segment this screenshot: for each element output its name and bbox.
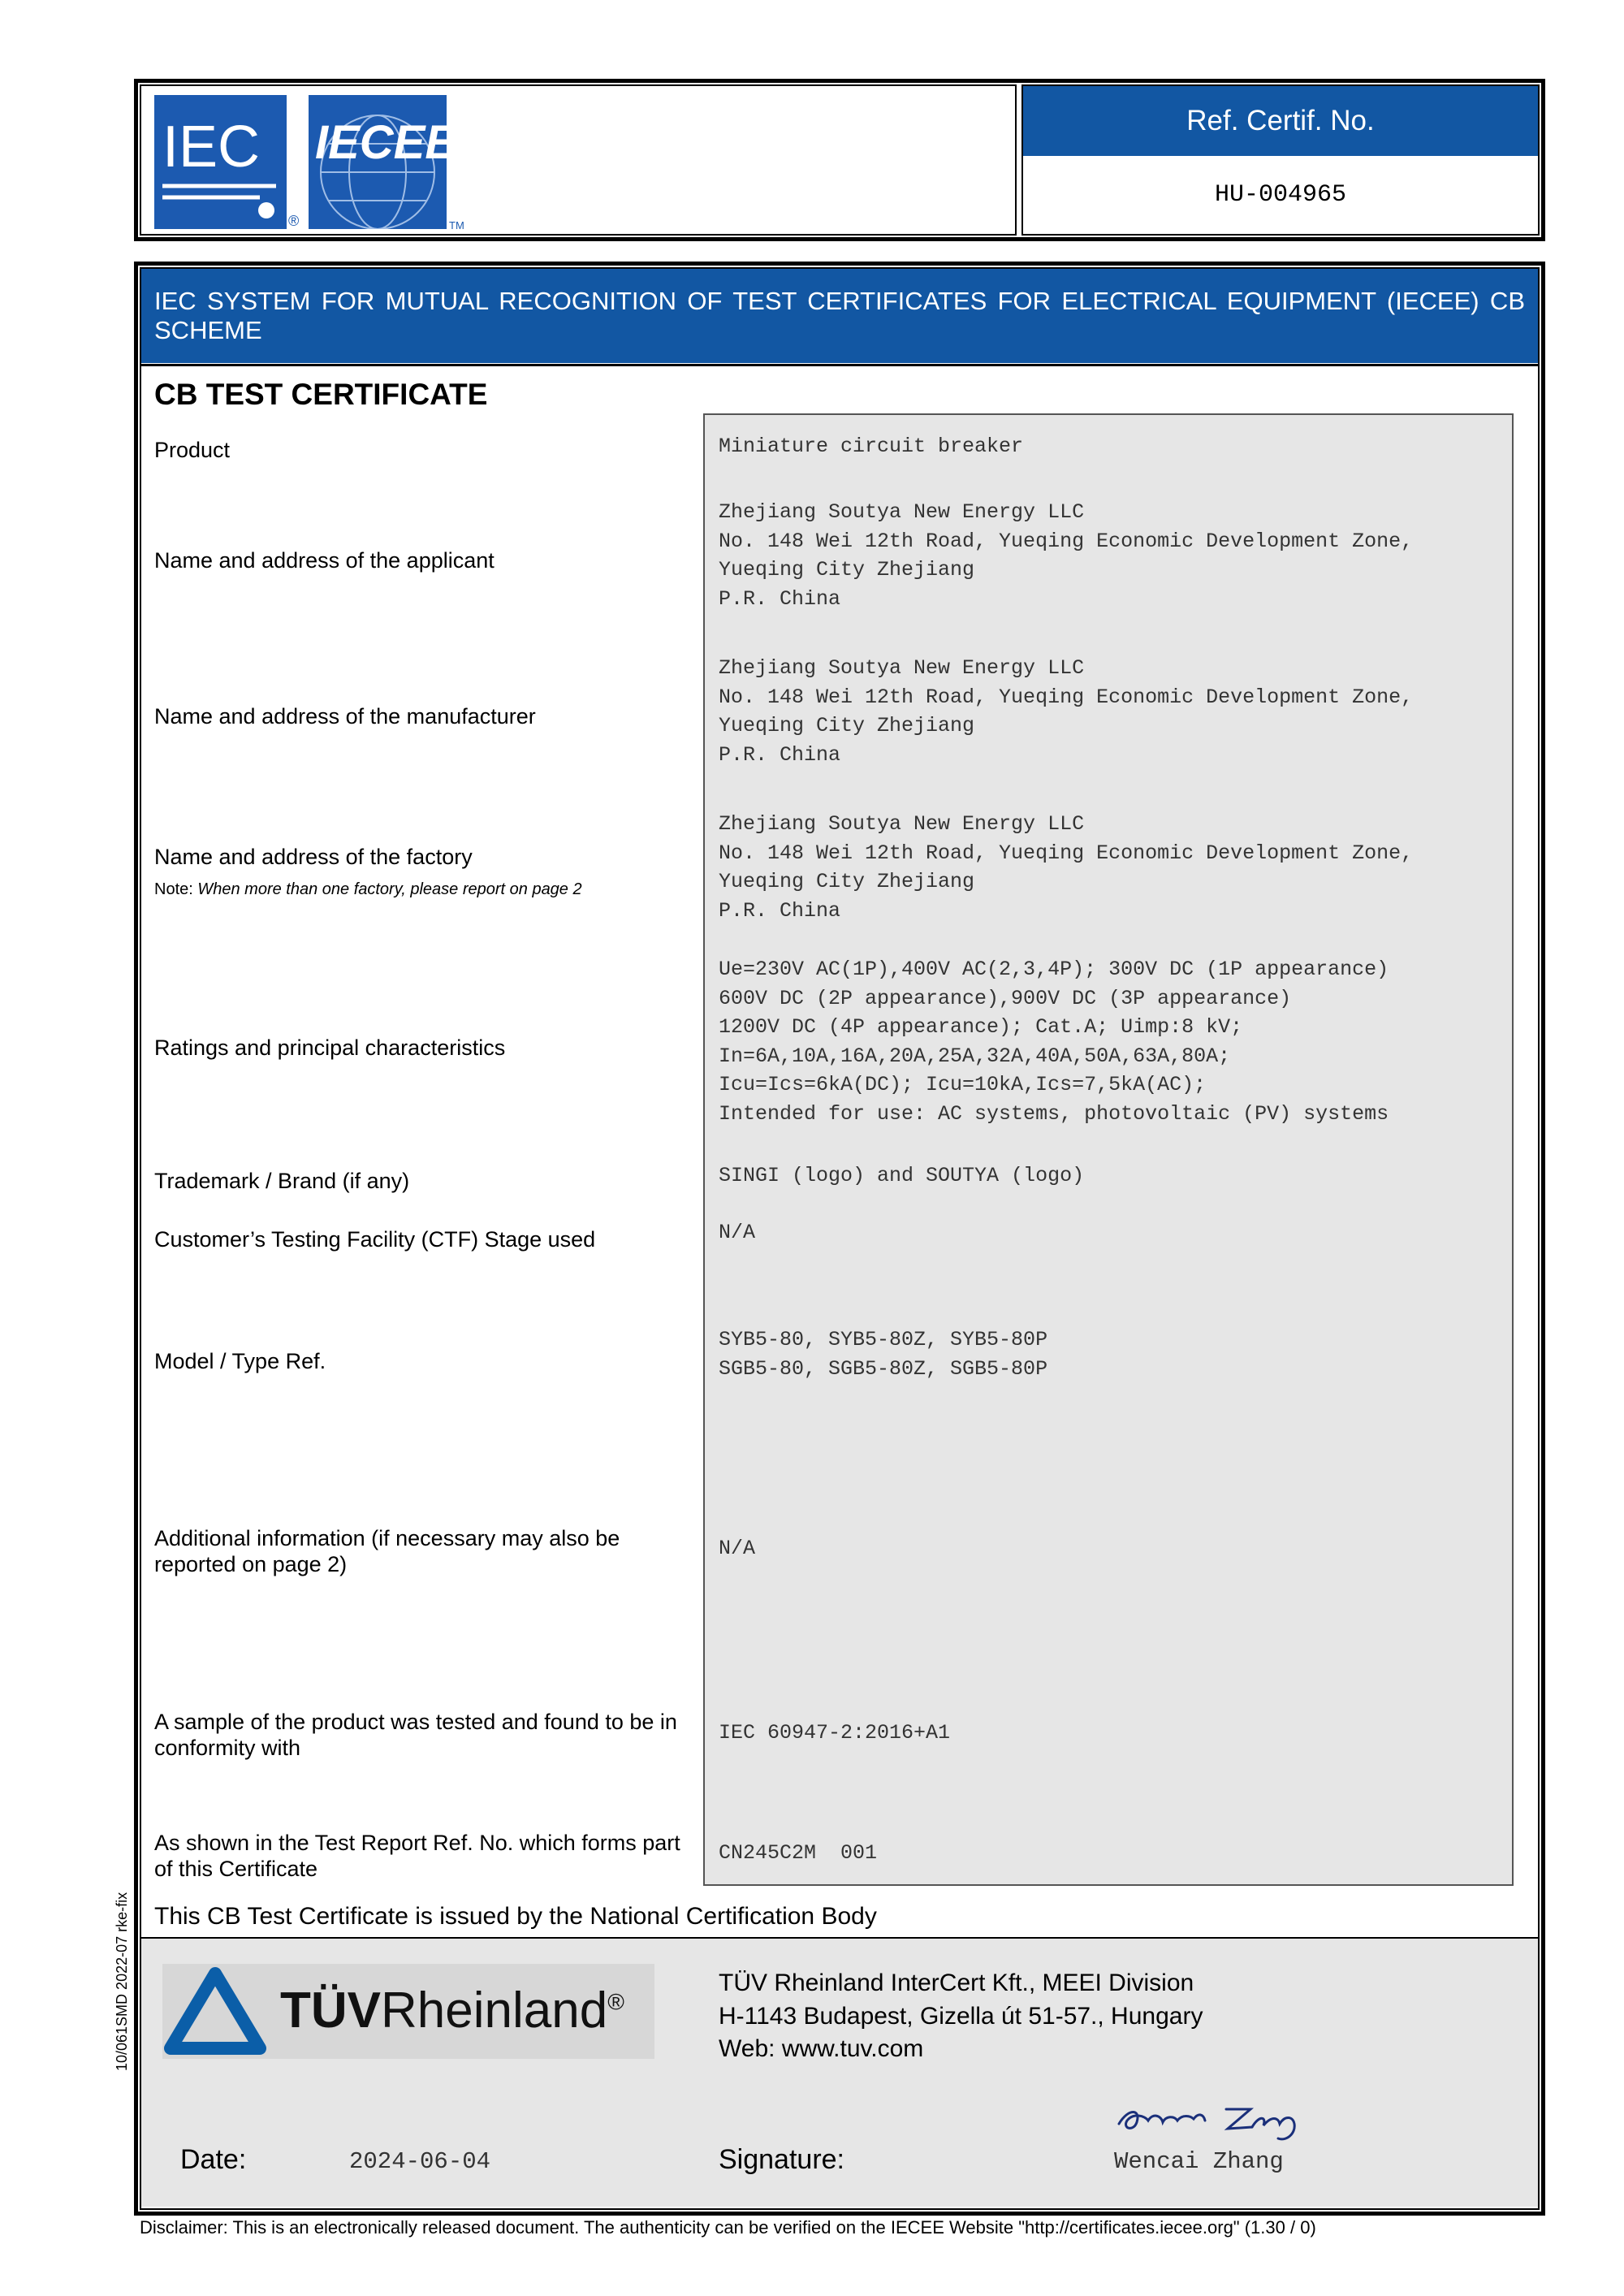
test-report-label: As shown in the Test Report Ref. No. which forms part of this Certificate <box>154 1831 680 1881</box>
scheme-banner: IEC SYSTEM FOR MUTUAL RECOGNITION OF TEST CERTIFICATES FOR ELECTRICAL EQUIPMENT (IECEE) CB SCHEME <box>141 269 1538 363</box>
ref-certif-title: Ref. Certif. No. <box>1023 86 1538 156</box>
disclaimer: Disclaimer: This is an electronically released document. The authenticity can be verified on the IECEE Website "http://certificates.iecee.org" (1.30 / 0) <box>140 2217 1316 2238</box>
conformity-label: A sample of the product was tested and found to be in conformity with <box>154 1710 677 1760</box>
trademark-mark: TM <box>449 219 464 231</box>
product-label: Product <box>154 438 231 462</box>
cb-name: TÜV Rheinland InterCert Kft., MEEI Division <box>719 1970 1194 1996</box>
applicant-value: Zhejiang Soutya New Energy LLC No. 148 Wei 12th Road, Yueqing Economic Development Zone, Yueqing City Zhejiang P.R. China <box>719 500 1414 611</box>
test-report-number: CN245C2M 001 <box>719 1841 878 1865</box>
field-values-box <box>703 413 1514 1886</box>
certificate-title: CB TEST CERTIFICATE <box>154 378 488 411</box>
ref-certif-number: HU-004965 <box>1214 181 1347 209</box>
factory-value: Zhejiang Soutya New Energy LLC No. 148 Wei 12th Road, Yueqing Economic Development Zone, Yueqing City Zhejiang P.R. China <box>719 812 1414 923</box>
signatory-name: Wencai Zhang <box>1114 2148 1284 2175</box>
handwritten-signature <box>1112 2091 1307 2148</box>
iecee-logo-text: IECEE <box>315 116 447 169</box>
ctf-value: N/A <box>719 1221 756 1244</box>
divider <box>141 364 1538 366</box>
issued-by-statement: This CB Test Certificate is issued by the National Certification Body <box>154 1903 877 1930</box>
cb-address: H-1143 Budapest, Gizella út 51-57., Hungary <box>719 2003 1203 2030</box>
factory-label: Name and address of the factory <box>154 845 473 869</box>
iec-logo <box>154 95 287 229</box>
signature-label: Signature: <box>719 2144 844 2175</box>
model-label: Model / Type Ref. <box>154 1349 326 1373</box>
cb-web: Web: www.tuv.com <box>719 2035 924 2062</box>
registered-mark: ® <box>288 213 300 229</box>
manufacturer-value: Zhejiang Soutya New Energy LLC No. 148 Wei 12th Road, Yueqing Economic Development Zone, Yueqing City Zhejiang P.R. China <box>719 656 1414 767</box>
ratings-label: Ratings and principal characteristics <box>154 1036 506 1060</box>
conformity-standard: IEC 60947-2:2016+A1 <box>719 1721 951 1745</box>
iecee-logo <box>309 95 447 229</box>
product-value: Miniature circuit breaker <box>719 435 1024 458</box>
iec-logo-text: IEC <box>162 115 261 179</box>
tuv-triangle-icon <box>162 1964 268 2059</box>
manufacturer-label: Name and address of the manufacturer <box>154 704 536 729</box>
ratings-value: Ue=230V AC(1P),400V AC(2,3,4P); 300V DC (1P appearance) 600V DC (2P appearance),900V DC (3P appearance) 1200V DC (4P appearance); Cat.A; Uimp:8 kV; In=6A,10A,16A,20A,25A,32A,40A,50A,63A,80A; Icu=Ics=6kA(DC); Icu=10kA,Ics=7,5kA(AC); Intended for use: AC systems, photovoltaic (PV) systems <box>719 958 1389 1126</box>
tuv-logo-text: TÜVRheinland® <box>280 1983 624 2039</box>
additional-info-label: Additional information (if necessary may also be reported on page 2) <box>154 1526 620 1576</box>
ctf-label: Customer’s Testing Facility (CTF) Stage used <box>154 1227 596 1252</box>
factory-note: Note: When more than one factory, please report on page 2 <box>154 880 582 898</box>
date-value: 2024-06-04 <box>349 2148 491 2175</box>
model-value: SYB5-80, SYB5-80Z, SYB5-80P SGB5-80, SGB5-80Z, SGB5-80P <box>719 1328 1048 1381</box>
form-code-vertical: 10/061SMD 2022-07 rke-fix <box>114 1892 130 2071</box>
additional-info-value: N/A <box>719 1537 756 1560</box>
applicant-label: Name and address of the applicant <box>154 548 495 573</box>
date-label: Date: <box>180 2144 247 2175</box>
trademark-label: Trademark / Brand (if any) <box>154 1169 410 1193</box>
trademark-value: SINGI (logo) and SOUTYA (logo) <box>719 1164 1085 1187</box>
